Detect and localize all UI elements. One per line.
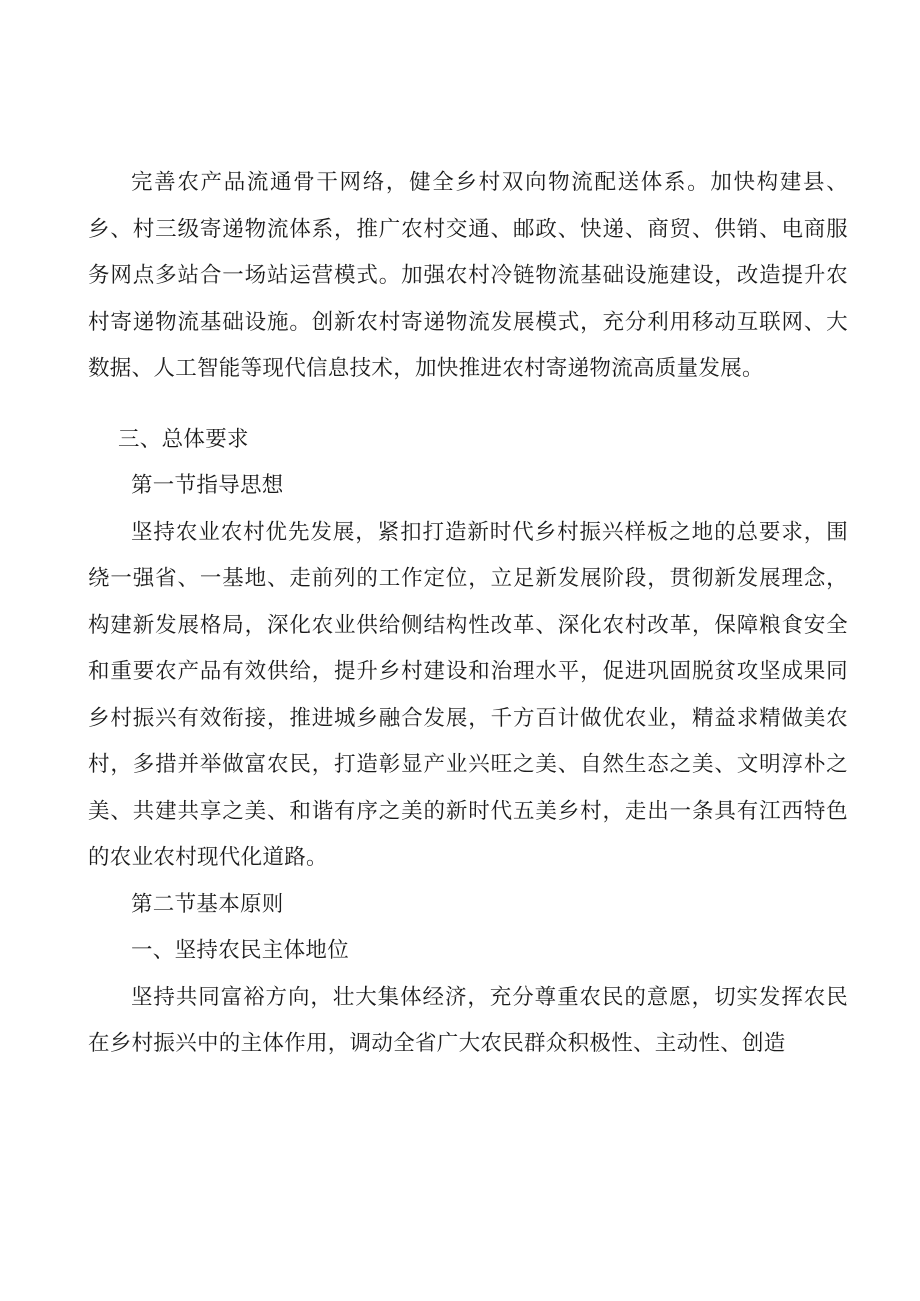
document-page [88,160,848,1068]
section-heading-overall-requirements: 三、总体要求 [118,426,249,452]
paragraph-rural-logistics: 完善农产品流通骨干网络，健全乡村双向物流配送体系。加快构建县、乡、村三级寄递物流体系，推广农村交通、邮政、快递、商贸、供销、电商服务网点多站合一场站运营模式。加强农村冷链物流基础设施建设，改造提升农村寄递物流基础设施。创新农村寄递物流发展模式，充分利用移动互联网、大数据、人工智能等现代信息技术，加快推进农村寄递物流高质量发展。 [88,170,848,381]
principle-heading-farmer-subject: 一、坚持农民主体地位 [131,938,350,963]
paragraph-guiding-ideology: 坚持农业农村优先发展，紧扣打造新时代乡村振兴样板之地的总要求，围绕一强省、一基地、走前列的工作定位，立足新发展阶段，贯彻新发展理念，构建新发展格局，深化农业供给侧结构性改革、深化农村改革，保障粮食安全和重要农产品有效供给，提升乡村建设和治理水平，促进巩固脱贫攻坚成果同乡村振兴有效衔接，推进城乡融合发展，千方百计做优农业，精益求精做美农村，多措并举做富农民，打造彰显产业兴旺之美、自然生态之美、文明淳朴之美、共建共享之美、和谐有序之美的新时代五美乡村，走出一条具有江西特色的农业农村现代化道路。 [88,519,848,870]
subsection-heading-basic-principles: 第二节基本原则 [131,891,284,917]
subsection-heading-guiding-ideology: 第一节指导思想 [131,473,284,498]
paragraph-farmer-subject: 坚持共同富裕方向，壮大集体经济，充分尊重农民的意愿，切实发挥农民在乡村振兴中的主体作用，调动全省广大农民群众积极性、主动性、创造 [88,984,848,1056]
